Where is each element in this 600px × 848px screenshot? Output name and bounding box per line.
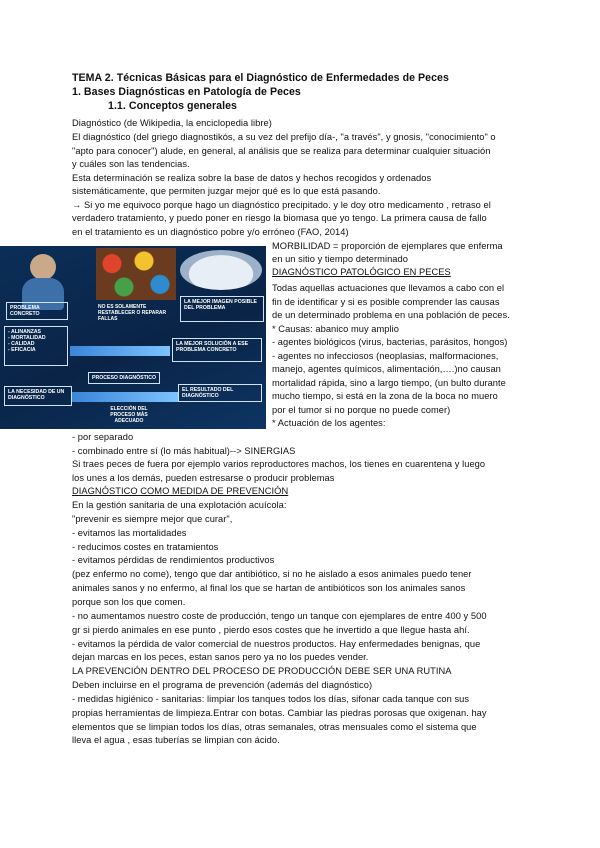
- text-line: fin de identificar y si es posible comprender las causas: [272, 297, 500, 307]
- text-line: "prevenir es siempre mejor que curar",: [72, 514, 233, 524]
- flow-arrow: [70, 346, 170, 356]
- flow-arrow: [72, 392, 178, 402]
- best-solution-box: LA MEJOR SOLUCIÓN A ESE PROBLEMA CONCRETO: [172, 338, 262, 362]
- diagnosis-diagram-image: [0, 246, 266, 429]
- puzzle-illustration: [96, 248, 176, 300]
- text-line: en un sitio y tiempo determinado: [272, 254, 408, 264]
- criteria-list: [4, 326, 68, 366]
- text-line: → Si yo me equivoco porque hago un diagnóstico precipitado. y le doy otro medicamento , retraso el: [72, 200, 491, 210]
- text-line: * Actuación de los agentes:: [272, 418, 386, 428]
- text-line: Si traes peces de fuera por ejemplo varios reproductores machos, los tienes en cuarentena y luego: [72, 459, 486, 469]
- criteria-item: - CALIDAD: [8, 341, 35, 347]
- text-line: Deben incluirse en el programa de prevención (además del diagnóstico): [72, 680, 373, 690]
- text-line: mortalidad rápida, sino a largo tiempo, (un bulto durante: [272, 378, 506, 388]
- text-line: porque son los que comen.: [72, 597, 186, 607]
- text-line: "apto para conocer") alude, en general, al análisis que se realiza para determinar cualquier situación: [72, 146, 491, 156]
- criteria-item: - MORTALIDAD: [8, 335, 46, 341]
- result-box: EL RESULTADO DEL DIAGNÓSTICO: [178, 384, 262, 402]
- text-line: Esta determinación se realiza sobre la base de datos y hechos recogidos y ordenados: [72, 173, 432, 183]
- criteria-item: - EFICACIA: [8, 347, 36, 353]
- text-line: sistemáticamente, que permiten juzgar mejor qué es lo que está pasando.: [72, 186, 381, 196]
- text-line: El diagnóstico (del griego diagnostikós, a su vez del prefijo día-, "a través", y gnosis, "conocimiento" o: [72, 132, 496, 142]
- subheading-underlined: DIAGNÓSTICO COMO MEDIDA DE PREVENCIÓN: [72, 486, 289, 496]
- text-line: y cuáles son las tendencias.: [72, 159, 190, 169]
- text-line: gr si pierdo animales en ese punto , pierdo esos costes que he invertido a que llegue hasta ahí.: [72, 625, 470, 635]
- text-line: Diagnóstico (de Wikipedia, la enciclopedia libre): [72, 118, 272, 128]
- not-only-note: NO ES SOLAMENTE RESTABLECER O REPARAR FALLAS: [98, 304, 167, 323]
- text-line: - medidas higiénico - sanitarias: limpiar los tanques todos los días, sifonar cada tanque con sus: [72, 694, 470, 704]
- text-line: Todas aquellas actuaciones que llevamos a cabo con el: [272, 283, 505, 293]
- text-line: - no aumentamos nuestro coste de producción, tengo un tanque con ejemplares de entre 400 y 500: [72, 611, 487, 621]
- subheading-underlined: DIAGNÓSTICO PATOLÓGICO EN PECES: [272, 267, 451, 277]
- text-line: En la gestión sanitaria de una explotación acuícola:: [72, 500, 287, 510]
- text-line: - agentes no infecciosos (neoplasias, malformaciones,: [272, 351, 499, 361]
- doc-title: TEMA 2. Técnicas Básicas para el Diagnóstico de Enfermedades de Peces: [72, 72, 449, 84]
- text-line: mucho tiempo, si está en la zona de la boca no muero: [272, 391, 498, 401]
- text-line: - evitamos las mortalidades: [72, 528, 187, 538]
- text-line: - combinado entre sí (lo más habitual)--> SINERGIAS: [72, 446, 296, 456]
- best-image-box: LA MEJOR IMAGEN POSIBLE DEL PROBLEMA: [180, 296, 264, 322]
- text-line: - evitamos la pérdida de valor comercial de nuestros productos. Hay enfermedades benignas, que: [72, 639, 481, 649]
- text-line: en el tratamiento es un diagnóstico pobre y/o erróneo (FAO, 2014): [72, 227, 349, 237]
- text-line: animales sanos y no enfermo, al final los que se hartan de antibióticos son los animales sanos: [72, 583, 466, 593]
- choice-label: ELECCIÓN DEL PROCESO MÁS ADECUADO: [110, 406, 148, 425]
- text-line: los unes a los demás, pueden estresarse o producir problemas: [72, 473, 335, 483]
- process-box: PROCESO DIAGNÓSTICO: [88, 372, 160, 384]
- text-line: por el tumor si no porque no puede comer): [272, 405, 451, 415]
- text-line: - reducimos costes en tratamientos: [72, 542, 219, 552]
- text-line: - evitamos pérdidas de rendimientos productivos: [72, 555, 275, 565]
- section-heading: 1. Bases Diagnósticas en Patología de Peces: [72, 86, 301, 98]
- text-line: MORBILIDAD = proporción de ejemplares que enferma: [272, 241, 503, 251]
- text-line: dejan marcas en los peces, estan sanos pero ya no los puedes vender.: [72, 652, 369, 662]
- text-line: - agentes biológicos (virus, bacterias, parásitos, hongos): [272, 337, 508, 347]
- text-line: manejo, agentes químicos, alimentación,….)no causan: [272, 364, 501, 374]
- subsection-heading: 1.1. Conceptos generales: [108, 100, 237, 112]
- text-line: - por separado: [72, 432, 134, 442]
- text-line: de un determinado problema en una población de peces.: [272, 310, 510, 320]
- need-box: LA NECESIDAD DE UN DIAGNÓSTICO: [4, 386, 72, 406]
- text-line: verdadero tratamiento, y puedo poner en riesgo la biomasa que yo tengo. La primera causa de fallo: [72, 213, 487, 223]
- text-line: LA PREVENCIÓN DENTRO DEL PROCESO DE PRODUCCIÓN DEBE SER UNA RUTINA: [72, 666, 452, 676]
- text-line: * Causas: abanico muy amplio: [272, 324, 399, 334]
- problem-box: PROBLEMA CONCRETO: [6, 302, 68, 320]
- fishbowl-illustration: [180, 250, 262, 290]
- text-line: (pez enfermo no come), tengo que dar antibiótico, si no he aislado a esos animales puedo tener: [72, 569, 472, 579]
- criteria-item: - ALINANZAS: [8, 329, 41, 335]
- text-line: elementos que se limpian todos los días, otras semanales, otras mensuales como el sistema que: [72, 722, 477, 732]
- text-line: lleva el agua , esas tuberías se limpian con ácido.: [72, 735, 280, 745]
- text-line: propias herramientas de limpieza.Entrar con botas. Cambiar las piedras porosas que oxigenan. hay: [72, 708, 487, 718]
